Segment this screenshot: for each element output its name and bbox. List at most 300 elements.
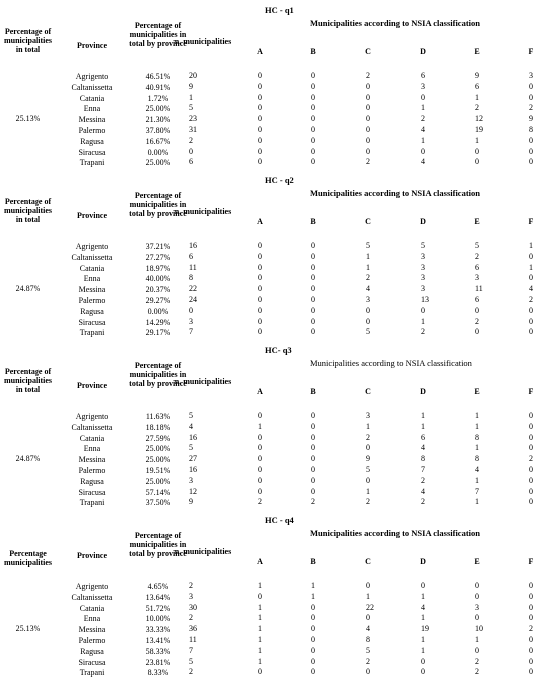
class-count-c: 1 [366,262,370,272]
class-count-f: 0 [529,421,533,431]
class-count-f: 0 [529,432,533,442]
province-name: Enna [83,274,101,284]
table-row [0,72,550,83]
class-count-a: 1 [258,613,262,623]
province-percentage: 19.51% [145,466,171,475]
table-row [0,593,550,604]
class-count-d: 7 [421,465,425,474]
province-percentage: 25.00% [145,444,171,454]
province-name: Caltanissetta [71,82,113,92]
class-count-a: 0 [258,475,262,485]
class-count-f: 2 [529,454,533,464]
class-count-c: 0 [366,316,370,326]
province-header: Province [76,551,108,560]
province-name: Enna [83,444,101,454]
province-percentage: 21.30% [145,115,171,125]
class-count-b: 0 [311,656,315,666]
class-count-e: 1 [475,92,479,102]
class-header-d: D [420,217,426,226]
class-count-d: 1 [421,645,425,655]
class-count-c: 0 [366,103,370,113]
count-header: n. municipalities [174,377,232,386]
province-name: Catania [79,93,105,103]
class-count-e: 0 [475,581,479,590]
class-count-c: 0 [366,581,370,590]
province-percentage: 13.41% [145,636,171,645]
municipality-count: 11 [189,262,197,272]
class-count-f: 0 [529,667,533,677]
class-count-b: 0 [311,92,315,102]
class-count-d: 2 [421,497,425,507]
class-count-b: 0 [311,443,315,453]
class-count-e: 2 [475,667,479,677]
class-header-d: D [420,47,426,56]
class-count-a: 0 [258,262,262,272]
province-name: Trapani [79,158,105,168]
table-row [0,285,550,296]
class-count-b: 0 [311,125,315,134]
class-count-e: 5 [475,241,479,250]
class-count-f: 0 [529,146,533,156]
class-count-c: 0 [366,443,370,453]
class-count-e: 1 [475,443,479,453]
class-count-c: 2 [366,497,370,507]
province-name: Agrigento [75,412,109,421]
class-count-d: 3 [421,81,425,91]
class-count-f: 0 [529,92,533,102]
class-count-c: 2 [366,656,370,666]
total-percentage-value: 25.13% [15,624,41,634]
class-count-d: 1 [421,591,425,601]
class-count-c: 9 [366,454,370,464]
class-count-a: 1 [258,421,262,431]
class-header-a: A [257,217,263,226]
municipality-count: 16 [189,432,197,442]
class-count-e: 8 [475,432,479,442]
class-count-c: 4 [366,624,370,634]
class-count-a: 0 [258,411,262,420]
class-count-a: 0 [258,305,262,315]
province-name: Ragusa [80,476,104,486]
total-percentage-value: 24.87% [15,454,41,464]
class-count-a: 1 [258,602,262,612]
class-count-f: 0 [529,305,533,315]
class-count-b: 0 [311,421,315,431]
class-count-d: 1 [421,103,425,113]
province-percentage: 33.33% [145,625,171,635]
province-name: Ragusa [80,136,104,146]
class-count-d: 2 [421,475,425,485]
province-name: Trapani [79,328,105,338]
province-name: Palermo [78,126,106,135]
province-percentage: 46.51% [145,72,171,81]
province-percentage-header: Percentage of municipalities in total by province [129,21,187,48]
class-count-b: 0 [311,316,315,326]
class-count-d: 6 [421,432,425,442]
table-row [0,668,550,679]
count-header: n. municipalities [174,207,232,216]
class-count-a: 0 [258,103,262,113]
province-percentage: 18.18% [145,422,171,432]
class-count-a: 0 [258,284,262,294]
class-count-b: 0 [311,411,315,420]
province-percentage: 40.91% [145,82,171,92]
class-count-a: 0 [258,114,262,124]
total-percentage-value: 24.87% [15,284,41,294]
classification-header: Municipalities according to NSIA classification [310,358,472,368]
class-count-c: 5 [366,327,370,337]
province-percentage-header: Percentage of municipalities in total by province [129,191,187,218]
class-count-c: 3 [366,411,370,420]
municipality-count: 0 [189,146,193,156]
class-header-f: F [528,217,534,226]
class-count-e: 12 [475,114,483,124]
class-count-d: 0 [421,656,425,666]
class-count-a: 2 [258,497,262,507]
table-row [0,307,550,318]
class-count-f: 0 [529,486,533,496]
class-count-e: 4 [475,465,479,474]
table-row [0,148,550,159]
class-count-b: 0 [311,667,315,677]
class-count-d: 0 [421,581,425,590]
class-count-e: 0 [475,327,479,337]
class-count-e: 2 [475,656,479,666]
municipality-count: 5 [189,103,193,113]
province-name: Ragusa [80,306,104,316]
province-percentage: 16.67% [145,136,171,146]
table-row [0,636,550,647]
province-percentage: 37.80% [145,126,171,135]
province-header: Province [76,381,108,390]
class-count-c: 2 [366,432,370,442]
province-name: Caltanissetta [71,422,113,432]
province-percentage: 13.64% [145,592,171,602]
class-count-a: 0 [258,443,262,453]
class-count-d: 2 [421,114,425,124]
total-percentage-header: Percentage of municipalities in total [3,197,52,224]
municipality-count: 9 [189,497,193,507]
province-percentage: 37.21% [145,242,171,251]
class-count-d: 1 [421,421,425,431]
table-row [0,604,550,615]
class-count-f: 0 [529,635,533,644]
table-row [0,158,550,169]
class-count-c: 0 [366,613,370,623]
class-count-f: 0 [529,613,533,623]
class-count-a: 0 [258,465,262,474]
class-count-a: 0 [258,125,262,134]
province-percentage: 4.65% [147,582,169,591]
class-count-c: 0 [366,475,370,485]
class-count-d: 0 [421,92,425,102]
table-row [0,115,550,126]
class-count-a: 0 [258,81,262,91]
class-count-c: 5 [366,241,370,250]
class-count-b: 0 [311,432,315,442]
class-count-c: 0 [366,125,370,134]
class-count-f: 0 [529,497,533,507]
class-count-a: 0 [258,432,262,442]
class-count-c: 0 [366,146,370,156]
class-count-c: 3 [366,295,370,304]
province-percentage: 11.63% [145,412,171,421]
province-percentage: 14.29% [145,317,171,327]
classification-header: Municipalities according to NSIA classification [310,528,480,538]
class-count-a: 0 [258,71,262,80]
class-count-b: 0 [311,135,315,145]
table-row [0,296,550,307]
class-count-c: 22 [366,602,374,612]
class-count-d: 8 [421,454,425,464]
class-count-b: 0 [311,613,315,623]
class-count-f: 2 [529,295,533,304]
province-name: Palermo [78,636,106,645]
total-percentage-header: Percentage municipalities [3,549,52,567]
province-percentage: 23.81% [145,657,171,667]
municipality-count: 5 [189,443,193,453]
class-count-d: 5 [421,241,425,250]
classification-header: Municipalities according to NSIA classification [310,18,480,28]
municipality-count: 30 [189,602,197,612]
class-count-f: 9 [529,114,533,124]
table-row [0,242,550,253]
province-percentage-header: Percentage of municipalities in total by province [129,531,187,558]
class-count-d: 4 [421,443,425,453]
class-count-a: 1 [258,581,262,590]
class-count-c: 4 [366,284,370,294]
table-row [0,104,550,115]
class-count-b: 0 [311,71,315,80]
class-count-a: 0 [258,146,262,156]
table-title: HC- q3 [265,345,292,355]
total-percentage-header: Percentage of municipalities in total [3,367,52,394]
class-count-b: 0 [311,624,315,634]
municipality-count: 9 [189,81,193,91]
province-name: Ragusa [80,646,104,656]
class-count-c: 5 [366,645,370,655]
class-count-a: 0 [258,92,262,102]
municipality-count: 2 [189,613,193,623]
province-name: Agrigento [75,582,109,591]
class-count-c: 0 [366,135,370,145]
class-count-b: 0 [311,251,315,261]
class-count-e: 8 [475,454,479,464]
province-percentage: 20.37% [145,285,171,295]
count-header: n. municipalities [174,547,232,556]
class-header-f: F [528,47,534,56]
province-percentage: 8.33% [147,668,169,678]
class-count-f: 3 [529,71,533,80]
class-count-f: 0 [529,251,533,261]
class-count-c: 5 [366,465,370,474]
table-row [0,434,550,445]
municipality-count: 6 [189,251,193,261]
province-name: Catania [79,263,105,273]
province-name: Catania [79,433,105,443]
class-count-e: 6 [475,295,479,304]
table-row [0,274,550,285]
class-count-e: 7 [475,486,479,496]
class-count-b: 1 [311,591,315,601]
class-count-a: 0 [258,295,262,304]
municipality-count: 5 [189,411,193,420]
class-count-b: 0 [311,284,315,294]
class-count-b: 1 [311,581,315,590]
province-name: Enna [83,614,101,624]
province-name: Messina [78,285,106,295]
class-count-e: 3 [475,273,479,283]
table-block [0,340,550,510]
province-name: Siracusa [78,487,106,497]
municipality-count: 24 [189,295,197,304]
class-count-f: 0 [529,443,533,453]
municipality-count: 3 [189,316,193,326]
class-header-f: F [528,387,534,396]
class-count-e: 0 [475,157,479,167]
class-count-f: 0 [529,157,533,167]
municipality-count: 20 [189,71,197,80]
class-count-a: 0 [258,454,262,464]
class-count-e: 0 [475,305,479,315]
municipality-count: 2 [189,135,193,145]
class-header-e: E [474,47,480,56]
table-block [0,170,550,340]
table-row [0,488,550,499]
province-percentage: 0.00% [147,147,169,157]
class-count-e: 6 [475,81,479,91]
class-count-d: 6 [421,71,425,80]
class-count-e: 2 [475,103,479,113]
class-count-e: 0 [475,613,479,623]
class-count-a: 0 [258,667,262,677]
class-count-a: 0 [258,486,262,496]
class-header-e: E [474,217,480,226]
class-count-b: 0 [311,327,315,337]
class-header-a: A [257,47,263,56]
total-percentage-value: 25.13% [15,114,41,124]
province-name: Messina [78,115,106,125]
province-name: Palermo [78,466,106,475]
class-count-a: 0 [258,327,262,337]
class-count-b: 0 [311,273,315,283]
province-name: Siracusa [78,657,106,667]
table-row [0,647,550,658]
class-count-d: 2 [421,327,425,337]
table-row [0,328,550,339]
class-count-b: 0 [311,295,315,304]
class-count-d: 3 [421,273,425,283]
class-count-f: 0 [529,316,533,326]
municipality-count: 27 [189,454,197,464]
municipality-count: 11 [189,635,197,644]
class-count-b: 0 [311,81,315,91]
class-count-f: 0 [529,81,533,91]
province-name: Agrigento [75,72,109,81]
class-count-c: 0 [366,81,370,91]
table-row [0,318,550,329]
table-block [0,0,550,170]
table-row [0,126,550,137]
class-count-f: 0 [529,411,533,420]
table-row [0,83,550,94]
class-count-e: 0 [475,146,479,156]
class-count-f: 0 [529,645,533,655]
class-count-d: 4 [421,486,425,496]
class-count-a: 0 [258,251,262,261]
class-count-b: 0 [311,305,315,315]
municipality-count: 31 [189,125,197,134]
total-percentage-header: Percentage of municipalities in total [3,27,52,54]
class-header-a: A [257,557,263,566]
table-row [0,658,550,669]
municipality-count: 8 [189,273,193,283]
class-count-b: 0 [311,103,315,113]
province-percentage: 29.27% [145,296,171,305]
class-count-a: 0 [258,135,262,145]
class-header-b: B [310,557,316,566]
class-count-f: 1 [529,262,533,272]
class-count-c: 8 [366,635,370,644]
class-count-c: 1 [366,251,370,261]
class-count-c: 1 [366,486,370,496]
province-percentage: 25.00% [145,455,171,465]
class-count-e: 11 [475,284,483,294]
province-header: Province [76,211,108,220]
province-percentage: 25.00% [145,104,171,114]
province-name: Agrigento [75,242,109,251]
class-count-b: 0 [311,465,315,474]
municipality-count: 4 [189,421,193,431]
class-count-e: 9 [475,71,479,80]
class-count-e: 1 [475,421,479,431]
class-count-e: 6 [475,262,479,272]
province-name: Caltanissetta [71,252,113,262]
municipality-count: 5 [189,656,193,666]
class-count-f: 0 [529,135,533,145]
table-row [0,466,550,477]
table-title: HC - q1 [265,5,294,15]
municipality-count: 23 [189,114,197,124]
class-count-a: 1 [258,645,262,655]
class-count-a: 0 [258,591,262,601]
class-count-c: 2 [366,273,370,283]
province-name: Palermo [78,296,106,305]
table-row [0,455,550,466]
class-count-d: 0 [421,667,425,677]
class-header-a: A [257,387,263,396]
class-count-c: 0 [366,92,370,102]
municipality-count: 0 [189,305,193,315]
province-percentage-header: Percentage of municipalities in total by province [129,361,187,388]
class-header-f: F [528,557,534,566]
class-header-d: D [420,557,426,566]
class-header-d: D [420,387,426,396]
class-count-a: 0 [258,316,262,326]
class-header-c: C [365,557,371,566]
municipality-count: 7 [189,645,193,655]
class-count-e: 0 [475,645,479,655]
province-percentage: 0.00% [147,306,169,316]
municipality-count: 3 [189,475,193,485]
class-count-b: 0 [311,157,315,167]
province-percentage: 37.50% [145,498,171,508]
table-row [0,423,550,434]
table-row [0,498,550,509]
class-count-e: 3 [475,602,479,612]
class-count-b: 0 [311,602,315,612]
class-count-d: 1 [421,411,425,420]
